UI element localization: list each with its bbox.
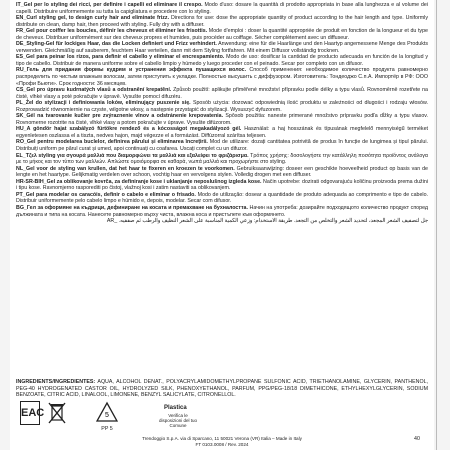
paragraph-body: Mod de utilizare: dozați cantitatea potrivită de produs în funcție de lungimea și tipul părului. Distribuiți uniform pe părul curat și umed, apoi continuați cu coafarea. Uscați complet cu un difuzor. — [16, 139, 428, 153]
language-paragraph — [16, 54, 428, 67]
language-code: PT_ — [16, 191, 26, 198]
plastica-label: Plastica — [164, 405, 187, 411]
recycling-triangle-icon — [96, 401, 118, 427]
pp-number: 5 — [105, 412, 109, 419]
language-paragraph — [16, 100, 428, 113]
language-paragraph — [16, 126, 428, 139]
paragraph-body: Gebruiksaanwijzing: doseer een geschikte hoeveelheid product op basis van de lengte en het haartype. Gelijkmatig verdelen over schoon, vochtig haar en vervolgens stylen. Volledig drogen met een diffuser. — [16, 165, 428, 179]
language-code: EL_ — [16, 152, 26, 159]
multilingual-text — [16, 2, 428, 225]
language-paragraph — [16, 166, 428, 179]
paragraph-body: Modo de utilização: dosear a quantidade de produto adequada ao comprimento e tipo de cabelo. Distribuir uniformemente pelo cabelo limpo e húmido e, depois, modelar. Secar com difusor. — [16, 191, 429, 205]
paragraph-body: Sposób użycia: dozować odpowiednią ilość produktu w zależności od długości i rodzaju włosów. Rozprowadzić równomiernie na czyste, wilgotne włosy, a następnie przystąpić do stylizacji. Wysuszyć dyfuzorem. — [16, 100, 429, 113]
paragraph-title: Gel para modelar os caracóis, definir o cabelo e eliminar o frisado. — [25, 191, 196, 198]
paragraph-body: Způsob použití: aplikujte přiměřené množství přípravku podle délky a typu vlasů. Rovnoměrně rozetřete na čisté, vlhké vlasy a poté pokračujte v úpravě. Vysušte pomocí difuzéru. — [16, 87, 428, 100]
paragraph-body: Mode d'emploi : doser la quantité appropriée de produit en fonction de la longueur et du type de cheveux. Distribuer uniformément sur des cheveux propres et humides, puis procéder au coiffage. Sécher complètement avec un diffuseur. — [16, 28, 428, 41]
manufacturer-address: Trendoggio S.p.A. via di Sparcano, 11 50021 Verona (VR) Italia – Made in Italy — [142, 436, 302, 441]
language-paragraph — [16, 205, 428, 218]
paragraph-title: Gel za oblikovanje kovrča, za definiranje kose i uklanjanje neposlušnog izgleda kose. — [46, 178, 262, 185]
paragraph-title: Gel para peinar los rizos, para definir el cabello y eliminar el encrespamiento. — [26, 54, 225, 61]
paragraph-body: Spôsob použitia: naneste primerané množstvo prípravku podľa dĺžky a typu vlasov. Rovnomerne rozotrite na čisté, vlhké vlasy a potom pokračujte v úprave. Vysušte difúzorom. — [16, 113, 428, 126]
crossed-bin-icon — [48, 401, 66, 425]
icon-row — [20, 401, 430, 433]
paragraph-title: A göndör hajat szabályzó fürtökre rendező és a kócosságot megakadályozó gél. — [26, 126, 242, 133]
language-code: RO_ — [16, 139, 27, 146]
manufacturer-footer — [16, 436, 428, 447]
page-code: 40 — [414, 436, 420, 442]
language-code: SK_ — [16, 113, 27, 120]
language-paragraph — [16, 67, 428, 87]
paragraph-body: Anwendung: eine für die Haarlänge und den Haartyp angemessene Menge des Produkts verwenden. Gleichmäßig auf sauberem, feuchtem Haar verteilen, dann mit dem Styling fortfahren. Mit einem Diffusor vollständig trocknen. — [16, 41, 428, 54]
cut-line — [436, 0, 437, 450]
ingredients-block — [16, 379, 428, 399]
paragraph-title: Gel voor de styling van krullen, dat het haar te fixeren en kroezen te voorkomen. — [26, 165, 235, 172]
paragraph-title: Гел за оформяне на къдрици, дефиниране на косата и премахване на бухналостта. — [26, 204, 248, 211]
language-paragraph — [16, 28, 428, 41]
language-paragraph — [16, 153, 428, 166]
language-paragraph — [16, 15, 428, 28]
language-code: CS_ — [16, 87, 27, 94]
language-code: HR-SR-BIH_ — [16, 178, 47, 185]
language-code: DE_ — [16, 41, 27, 48]
paragraph-title: Gel pro úpravu kudrnatých vlasů a odstranění krepatění. — [26, 87, 172, 94]
paragraph-body: Modo de uso: dosificar la cantidad de producto adecuada en función de la longitud y tipo de cabello. Distribuir de manera uniforme sobre el cabello limpio y húmedo y luego proceder con el peinado. Secar por completo con un difusor. — [16, 54, 428, 67]
language-paragraph — [16, 113, 428, 126]
paragraph-title: Curl styling gel, to design curly hair and eliminate frizz. — [26, 15, 170, 22]
eac-mark-icon: EAC — [20, 401, 40, 425]
plastica-note: Verifica le disposizioni del tuo Comune — [158, 413, 198, 428]
ingredients-label: INGREDIENTS/INGREDIENTES: — [16, 379, 96, 385]
language-paragraph — [16, 41, 428, 54]
paragraph-body: Modo d'uso: dosare la quantità di prodotto appropriata in base alla lunghezza e al volume dei capelli. Distribuire uniformemente su tutta la capigliatura e procedere con lo styling. — [16, 2, 428, 15]
language-code: BG_ — [16, 204, 27, 211]
paragraph-title: Żel do stylizacji i definiowania loków, eliminujący puszenie się. — [25, 100, 191, 107]
language-code: EN_ — [16, 15, 27, 22]
paragraph-title: Τζελ styling για σγουρά μαλλιά που διαμορφώνει τα μαλλιά και εξαλείφει το φριζάρισμα. — [25, 152, 249, 159]
language-paragraph — [16, 139, 428, 152]
language-code: HU_ — [16, 126, 27, 133]
product-label — [10, 0, 434, 450]
product-code: FT 0103.0008 / Rev. 2024 — [195, 441, 249, 447]
arabic-paragraph: جل لتصفيف الشعر المجعد، لتحديد الشعر والتخلص من التجعد. طريقة الاستخدام: وزعي الكمية المناسبة على الشعر النظيف والرطب ثم صففيه. _AR — [106, 218, 428, 225]
language-code: ES_ — [16, 54, 27, 61]
paragraph-body: Τρόπος χρήσης: δοσολογήστε την κατάλληλη ποσότητα προϊόντος ανάλογα με το μήκος και τον τύπο των μαλλιών. Απλώστε ομοιόμορφα σε καθαρά, νωπά μαλλιά και προχωρήστε στο styling. — [16, 152, 428, 166]
language-code: IT_ — [16, 2, 24, 8]
paragraph-body: Directions for use: dose the appropriate quantity of product according to the hair length and type. Uniformly distribute on clean, damp hair, then proceed with styling. Fully dry with a diffuser. — [16, 15, 428, 28]
paragraph-title: Gel pour coiffer les boucles, définir les cheveux et éliminer les frisottis. — [26, 28, 208, 35]
language-paragraph — [16, 192, 428, 205]
paragraph-body: Способ применения: необходимое количество продукта равномерно распределить по чистым влажным волосам, затем приступить к укладке. Полностью высушить с диффузором. Изготовитель: Тондеоджо С.п.А. Импортёр в РФ: ООО «Профи Бьюти». Срок годности: 36 месяцев. — [16, 67, 428, 87]
paragraph-title: Gél na tvarovanie kučier pre zvýraznenie vlnov a odstránenie krepovatenia. — [26, 113, 224, 120]
pp-label: PP 5 — [101, 426, 113, 432]
ingredients-list: AQUA, ALCOHOL DENAT., POLYACRYLAMIDOMETHYLPROPANE SULFONIC ACID, TRIETHANOLAMINE, GLYCERIN, PANTHENOL, PEG-40 HYDROGENATED CASTOR OIL, HYDROLYZED SILK, PHENOXYETHANOL, PARFUM, PPG/PEG-18/18 DIMETHICONE, ETHYLHEXYLGLYCERIN, SODIUM BENZOATE, CITRIC ACID, LINALOOL, LIMONENE, BENZYL SALICYLATE, CITRONELLOL. — [16, 379, 428, 399]
paragraph-title: Gel per lo styling dei ricci, per definire i capelli ed eliminare il crespo. — [23, 2, 203, 8]
language-code: FR_ — [16, 28, 27, 35]
language-paragraph — [16, 2, 428, 15]
paragraph-body: Način upotrebe: dozirati odgovarajuću količinu proizvoda prema dužini i tipu kose. Ravnomjerno rasporediti po čistoj, vlažnoj kosi i zatim nastaviti sa oblikovanjem. — [16, 178, 428, 192]
language-code: RU_ — [16, 67, 27, 74]
paragraph-title: Гель для придания формы кудрям и устранения эффекта пушащихся волос. — [26, 67, 247, 74]
language-paragraph — [16, 87, 428, 100]
paragraph-body: Начин на употреба: дозирайте подходящото количество продукт според дължината и типа на косата. Нанесете равномерно върху чиста, влажна коса и пристъпете към оформянето. — [16, 204, 428, 218]
language-code: PL_ — [16, 100, 26, 107]
paragraph-title: Styling-Gel für lockiges Haar, das die Locken definiert und Frizz verhindert. — [26, 41, 217, 48]
paragraph-title: Gel pentru modelarea buclelor, definirea părului și eliminarea încrețirii. — [26, 139, 208, 146]
language-code: NL_ — [16, 165, 27, 172]
paragraph-body: Használat: a haj hosszának és típusának megfelelő mennyiségű terméket egyenletesen oszlassa el a tiszta, nedves hajon, majd végezze el a formázást. Diffúzorral szárítsa teljesen. — [16, 126, 428, 139]
language-paragraph — [16, 179, 428, 192]
